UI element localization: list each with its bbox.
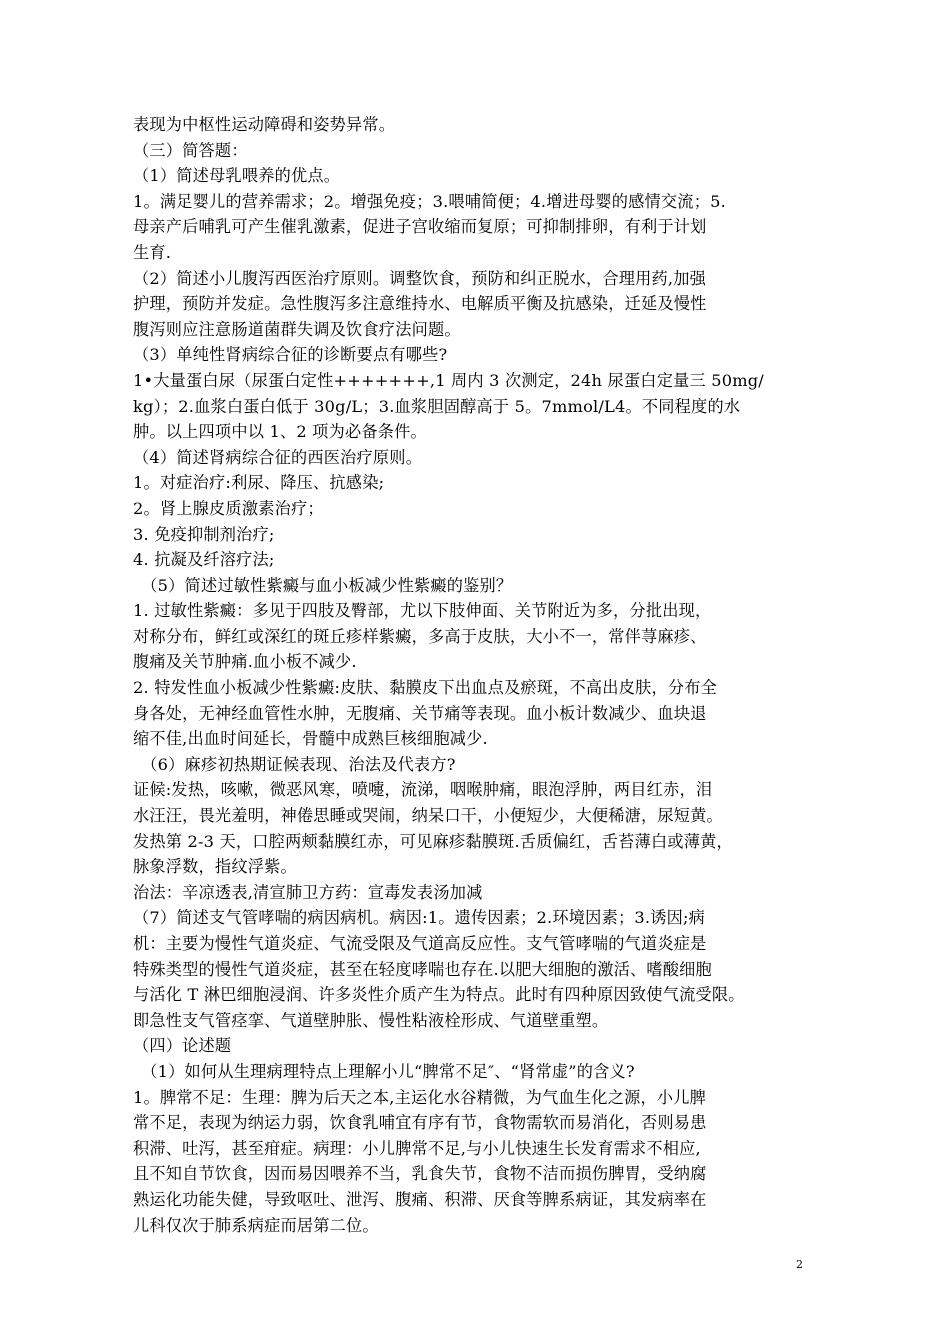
text-line: 母亲产后哺乳可产生催乳激素，促进子宫收缩而复原；可抑制排卵，有利于计划 [133, 217, 707, 237]
text-line: （1）简述母乳喂养的优点。 [133, 166, 341, 186]
text-line: 1. 过敏性紫癜：多见于四肢及臀部，尤以下肢伸面、关节附近为多，分批出现， [133, 601, 712, 621]
text-line: 常不足，表现为纳运力弱，饮食乳哺宜有序有节，食物需软而易消化，否则易患 [133, 1113, 707, 1133]
text-line: kg）；2.血浆白蛋白低于 30g/L；3.血浆胆固醇高于 5。7mmol/L4。不同程度的水 [133, 396, 741, 416]
text-line: 脉象浮数，指纹浮紫。 [133, 857, 297, 877]
text-line: 缩不佳,出血时间延长，骨髓中成熟巨核细胞减少. [133, 729, 488, 749]
text-line: 腹痛及关节肿痛.血小板不减少. [133, 652, 357, 672]
text-line: 发热第 2-3 天，口腔两颊黏膜红赤，可见麻疹黏膜斑.舌质偏红，舌苔薄白或薄黄， [133, 831, 733, 851]
text-line: 2. 特发性血小板减少性紫癜:皮肤、黏膜皮下出血点及瘀斑，不高出皮肤，分布全 [133, 678, 718, 698]
text-line: 1。满足婴儿的营养需求；2。增强免疫；3.喂哺简便；4.增进母婴的感情交流；5. [133, 191, 726, 211]
text-line: 1•大量蛋白尿（尿蛋白定性+++++++,1 周内 3 次测定，24h 尿蛋白定量三 50mg/ [133, 370, 764, 390]
text-line: （2）简述小儿腹泻西医治疗原则。调整饮食，预防和纠正脱水，合理用药,加强 [133, 268, 707, 288]
body-text [133, 112, 833, 1238]
text-line: 肿。以上四项中以 1、2 项为必备条件。 [133, 422, 427, 442]
page-number: 2 [796, 1258, 803, 1271]
text-line: 表现为中枢性运动障碍和姿势异常。 [133, 115, 396, 134]
text-line: 3. 免疫抑制剂治疗; [133, 524, 275, 544]
text-line: 腹泻则应注意肠道菌群失调及饮食疗法问题。 [133, 319, 461, 339]
text-line: 儿科仅次于肺系病症而居第二位。 [133, 1215, 379, 1235]
text-line: （5）简述过敏性紫癜与血小板减少性紫癜的鉴别？ [133, 575, 513, 595]
text-line: （6）麻疹初热期证候表现、治法及代表方? [133, 754, 456, 774]
text-line: 对称分布，鲜红或深红的斑丘疹样紫癜，多高于皮肤，大小不一，常伴荨麻疹、 [133, 626, 707, 646]
text-line: 与活化 T 淋巴细胞浸润、许多炎性介质产生为特点。此时有四种原因致使气流受限。 [133, 985, 745, 1005]
text-line: 熟运化功能失健，导致呕吐、泄泻、腹痛、积滞、厌食等脾系病证，其发病率在 [133, 1189, 707, 1209]
text-line: 且不知自节饮食，因而易因喂养不当，乳食失节，食物不洁而损伤脾胃，受纳腐 [133, 1164, 707, 1184]
text-line: （四）论述题 [133, 1036, 232, 1056]
text-line: 1。对症治疗:利尿、降压、抗感染; [133, 473, 385, 493]
text-line: 即急性支气管痉挛、气道壁肿胀、慢性粘液栓形成、气道壁重塑。 [133, 1010, 609, 1030]
text-line: （1）如何从生理病理特点上理解小儿“脾常不足″、“肾常虚”的含义? [133, 1061, 635, 1081]
text-line: 生育. [133, 242, 172, 262]
text-line: 身各处，无神经血管性水肿，无腹痛、关节痛等表现。血小板计数减少、血块退 [133, 703, 707, 723]
text-line: 证候:发热，咳嗽，微恶风寒，喷嚏，流涕，咽喉肿痛，眼泡浮肿，两目红赤，泪 [133, 780, 713, 800]
text-line: 护理，预防并发症。急性腹泻多注意维持水、电解质平衡及抗感染，迁延及慢性 [133, 294, 707, 314]
text-line: （3）单纯性肾病综合征的诊断要点有哪些? [133, 345, 448, 365]
text-line: 2。肾上腺皮质激素治疗； [133, 498, 324, 518]
text-line: （三）简答题： [133, 140, 248, 160]
text-line: 水汪汪，畏光羞明，神倦思睡或哭闹，纳呆口干，小便短少，大便稀溏，尿短黄。 [133, 806, 723, 826]
text-line: 积滞、吐泻，甚至疳症。病理：小儿脾常不足,与小儿快速生长发育需求不相应, [133, 1138, 701, 1158]
text-line: （7）简述支气管哮喘的病因病机。病因:1。遗传因素；2.环境因素；3.诱因;病 [133, 908, 706, 928]
text-line: （4）简述肾病综合征的西医治疗原则。 [133, 447, 423, 467]
text-line: 特殊类型的慢性气道炎症，甚至在轻度哮喘也存在.以肥大细胞的激活、嗜酸细胞 [133, 959, 712, 979]
text-line: 治法：辛凉透表,清宣肺卫方药：宣毒发表汤加减 [133, 882, 483, 902]
text-line: 机：主要为慢性气道炎症、气流受限及气道高反应性。支气管哮喘的气道炎症是 [133, 934, 707, 953]
text-line: 4. 抗凝及纤溶疗法; [133, 550, 275, 570]
text-line: 1。脾常不足：生理：脾为后天之本,主运化水谷精微，为气血生化之源，小儿脾 [133, 1087, 707, 1107]
